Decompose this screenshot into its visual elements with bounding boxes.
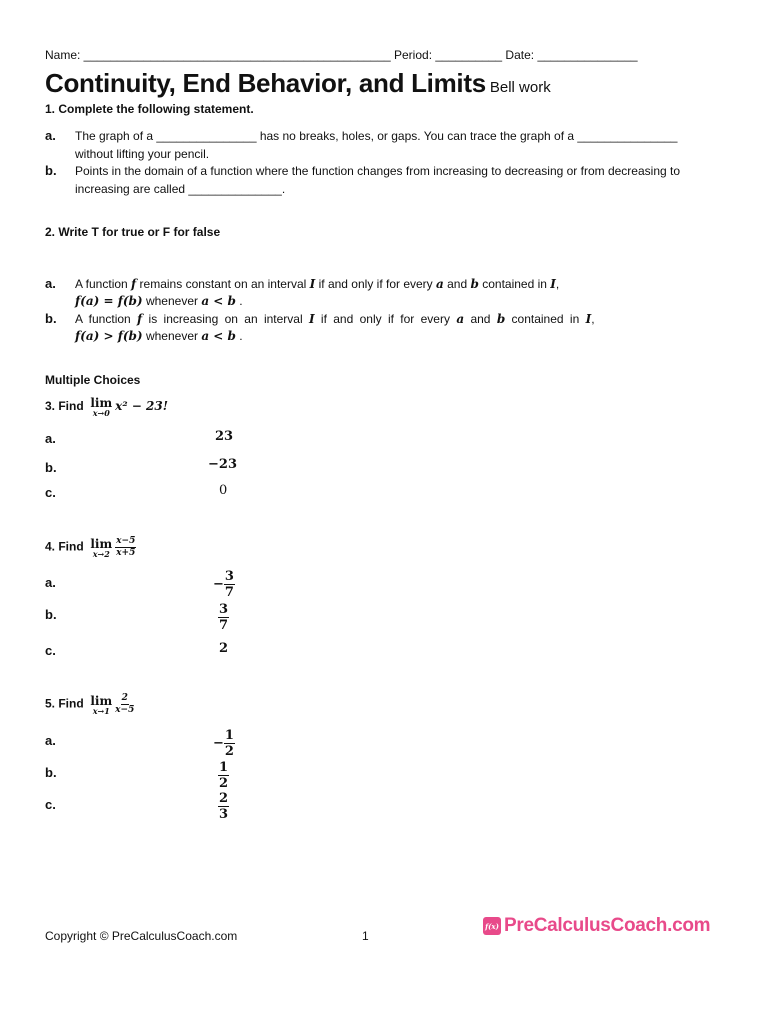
q2-b-line1: A function f is increasing on an interval I if and only if for every a and b contained in I, [75, 312, 595, 326]
q1-a-line1: The graph of a _______________ has no breaks, holes, or gaps. You can trace the graph of a _______________ [75, 129, 678, 143]
mc-heading: Multiple Choices [45, 373, 141, 387]
q5-b-label: b. [45, 765, 57, 780]
q1-a-line2: without lifting your pencil. [75, 147, 210, 161]
q5-a-answer: − $\frac{1}{2}$ [213, 728, 234, 759]
q1-b-line2: increasing are called ______________. [75, 182, 286, 196]
q1-heading: 1. Complete the following statement. [45, 102, 254, 116]
q2-a-label: a. [45, 276, 56, 291]
q3-b-answer: −23 [208, 457, 237, 472]
q2-heading: 2. Write T for true or F for false [45, 225, 221, 239]
q4-b-label: b. [45, 607, 57, 622]
q2-a-line2: f(a) = f(b) whenever a < b . [75, 294, 243, 308]
title-subtitle: Bell work [489, 79, 551, 96]
q3-c-label: c. [45, 485, 56, 500]
q1-b-label: b. [45, 163, 57, 178]
page-number: 1 [362, 929, 369, 943]
q4-c-label: c. [45, 643, 56, 658]
q5-a-label: a. [45, 733, 56, 748]
q1-a-label: a. [45, 128, 56, 143]
q2-a-line1: A function f remains constant on an interval I if and only if for every a and b contained in I, [75, 277, 560, 291]
q3-prompt: 3. Find lim x→0 x² − 23! [45, 396, 168, 418]
name-period-date-line: Name: ______________________________________________ Period: __________ Date: _______________ [45, 48, 638, 62]
q5-c-answer: $\frac{2}{3}$ [219, 791, 229, 822]
q2-b-line2: f(a) > f(b) whenever a < b . [75, 329, 243, 343]
page-title [45, 68, 551, 99]
q4-prompt: 4. Find lim x→2 $\frac{x-5}{x+5}$ [45, 536, 136, 559]
q3-a-answer: 23 [215, 429, 234, 444]
title-text: Continuity, End Behavior, and Limits [45, 68, 486, 98]
q4-a-answer: − $\frac{3}{7}$ [213, 569, 234, 600]
q5-c-label: c. [45, 797, 56, 812]
q4-a-label: a. [45, 575, 56, 590]
q5-b-answer: $\frac{1}{2}$ [219, 760, 229, 791]
brand-logo [483, 915, 710, 937]
q4-c-answer: 2 [219, 641, 229, 656]
q3-b-label: b. [45, 460, 57, 475]
q5-prompt: 5. Find lim x→1 $\frac{2}{x-5}$ [45, 693, 135, 716]
q3-a-label: a. [45, 431, 56, 446]
q2-b-label: b. [45, 311, 57, 326]
q1-b-line1: Points in the domain of a function where the function changes from increasing to decreasing or from decreasing to [75, 164, 681, 178]
function-icon: f(x) [483, 917, 501, 935]
q4-b-answer: $\frac{3}{7}$ [219, 602, 229, 633]
q3-c-answer: 0 [219, 483, 228, 498]
copyright-notice: Copyright © PreCalculusCoach.com [45, 929, 238, 943]
logo-text: PreCalculusCoach.com [504, 915, 711, 936]
